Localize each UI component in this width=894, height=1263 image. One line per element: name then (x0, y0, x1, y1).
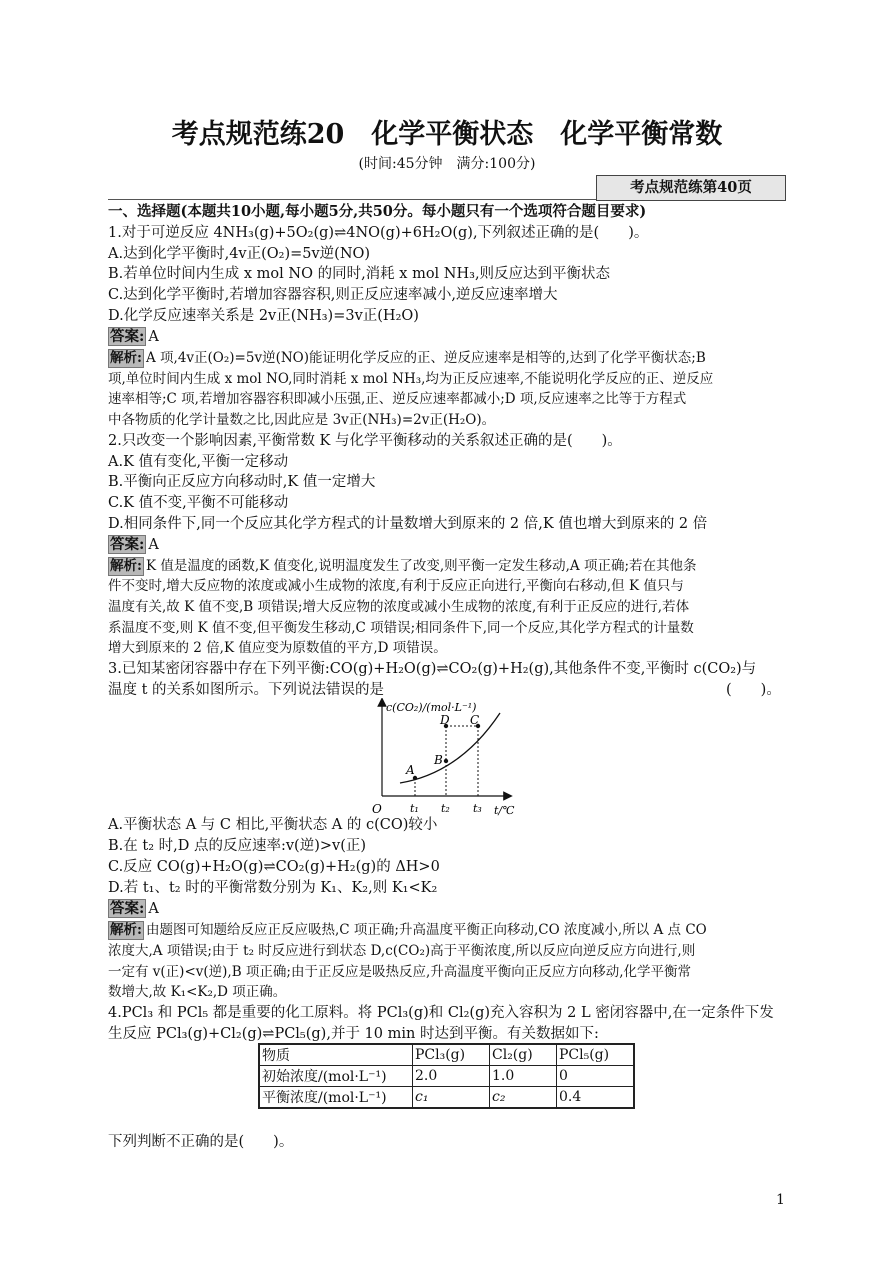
reference-box: 考点规范练第40页 (596, 175, 786, 201)
q3-analysis-line-3: 一定有 v(正)<v(逆),B 项正确;由于正反应是吸热反应,升高温度平衡向正反应方向移动,化学平衡常 (108, 964, 692, 980)
answer-tag: 答案: (110, 328, 145, 345)
analysis-tag: 解析: (110, 350, 142, 366)
question-3-stem-line-1: 3.已知某密闭容器中存在下列平衡:CO(g)+H₂O(g)⇌CO₂(g)+H₂(g),其他条件不变,平衡时 c(CO₂)与 (108, 661, 757, 677)
q3-option-a: A.平衡状态 A 与 C 相比,平衡状态 A 的 c(CO)较小 (108, 817, 438, 833)
equilibrium-curve (400, 713, 500, 783)
point-c-label: C (470, 713, 480, 727)
tick-t2: t₂ (441, 802, 450, 815)
q1-analysis-line-1: 解析: A 项,4v正(O₂)=5v逆(NO)能证明化学反应的正、逆反应速率是相等的,达到了化学平衡状态;B (110, 350, 706, 366)
table-row (259, 1087, 634, 1109)
header-rule (108, 199, 596, 200)
question-4-stem-line-2: 生反应 PCl₃(g)+Cl₂(g)⇌PCl₅(g),并于 10 min 时达到平衡。有关数据如下: (108, 1026, 599, 1042)
q3-option-c: C.反应 CO(g)+H₂O(g)⇌CO₂(g)+H₂(g)的 ΔH>0 (108, 859, 440, 875)
q3-answer: 答案: A (110, 900, 159, 917)
question-4-stem-line-1: 4.PCl₃ 和 PCl₅ 都是重要的化工原料。将 PCl₃(g)和 Cl₂(g)充入容积为 2 L 密闭容器中,在一定条件下发 (108, 1005, 774, 1021)
section-heading: 一、选择题(本题共10小题,每小题5分,共50分。每小题只有一个选项符合题目要求) (108, 203, 647, 220)
q1-option-c: C.达到化学平衡时,若增加容器容积,则正反应速率减小,逆反应速率增大 (108, 287, 558, 303)
q2-analysis-line-3: 温度有关,故 K 值不变,B 项错误;增大反应物的浓度或减小生成物的浓度,有利于正反应的进行,若体 (108, 599, 690, 615)
tick-t1: t₁ (410, 802, 419, 815)
table-header-cell: Cl₂(g) (490, 1044, 557, 1066)
page-number: 1 (776, 1192, 785, 1208)
table-header-cell: PCl₃(g) (413, 1044, 490, 1066)
q2-analysis-line-2: 件不变时,增大反应物的浓度或减小生成物的浓度,有利于反应正向进行,平衡向右移动,但 K 值只与 (108, 578, 684, 594)
q2-answer: 答案: A (110, 536, 159, 553)
analysis-tag: 解析: (110, 922, 142, 938)
page-subtitle: (时间:45分钟 满分:100分) (358, 156, 536, 172)
concentration-temperature-graph (360, 698, 520, 820)
q1-analysis-line-4: 中各物质的化学计量数之比,因此应是 3v正(NH₃)=2v正(H₂O)。 (108, 412, 496, 428)
data-table (258, 1043, 635, 1109)
table-cell: 平衡浓度/(mol·L⁻¹) (259, 1087, 413, 1109)
question-3-bracket: ( )。 (726, 682, 781, 698)
point-b-label: B (434, 753, 443, 767)
table-cell: 0.4 (557, 1087, 635, 1109)
question-3-stem-line-2: 温度 t 的关系如图所示。下列说法错误的是 (108, 682, 385, 698)
q2-option-c: C.K 值不变,平衡不可能移动 (108, 495, 289, 511)
analysis-tag: 解析: (110, 558, 142, 574)
q2-analysis-line-1: 解析: K 值是温度的函数,K 值变化,说明温度发生了改变,则平衡一定发生移动,A 项正确;若在其他条 (110, 558, 697, 574)
q1-analysis-line-3: 速率相等;C 项,若增加容器容积即减小压强,正、逆反应速率都减小;D 项,反应速率之比等于方程式 (108, 391, 687, 407)
q1-option-d: D.化学反应速率关系是 2v正(NH₃)=3v正(H₂O) (108, 308, 419, 324)
table-cell: 1.0 (490, 1066, 557, 1087)
point-a-label: A (406, 763, 415, 777)
q2-analysis-line-4: 系温度不变,则 K 值不变,但平衡发生移动,C 项错误;相同条件下,同一个反应,其化学方程式的计量数 (108, 620, 694, 636)
origin-label: O (372, 802, 382, 816)
q2-option-b: B.平衡向正反应方向移动时,K 值一定增大 (108, 474, 376, 490)
table-header-row (259, 1044, 634, 1066)
table-cell: 2.0 (413, 1066, 490, 1087)
q3-analysis-line-4: 数增大,故 K₁<K₂,D 项正确。 (108, 984, 287, 1000)
q3-option-d: D.若 t₁、t₂ 时的平衡常数分别为 K₁、K₂,则 K₁<K₂ (108, 880, 438, 896)
q1-answer: 答案: A (110, 328, 159, 345)
point-b (444, 759, 448, 763)
question-2-stem: 2.只改变一个影响因素,平衡常数 K 与化学平衡移动的关系叙述正确的是( )。 (108, 433, 622, 449)
q2-option-a: A.K 值有变化,平衡一定移动 (108, 454, 289, 470)
q1-option-a: A.达到化学平衡时,4v正(O₂)=5v逆(NO) (108, 246, 371, 262)
q3-analysis-line-2: 浓度大,A 项错误;由于 t₂ 时反应进行到状态 D,c(CO₂)高于平衡浓度,所以反应向逆反应方向进行,则 (108, 943, 696, 959)
q2-option-d: D.相同条件下,同一个反应其化学方程式的计量数增大到原来的 2 倍,K 值也增大到原来的 2 倍 (108, 516, 708, 532)
table-cell: 0 (557, 1066, 635, 1087)
page-title: 考点规范练20 化学平衡状态 化学平衡常数 (171, 119, 723, 150)
point-d-label: D (440, 713, 450, 727)
y-axis-label: c(CO₂)/(mol·L⁻¹) (386, 701, 477, 714)
table-cell: c₂ (490, 1087, 557, 1109)
answer-tag: 答案: (110, 900, 145, 917)
question-4-tail: 下列判断不正确的是( )。 (108, 1134, 294, 1150)
tick-t3: t₃ (473, 802, 482, 815)
table-header-cell: 物质 (259, 1044, 413, 1066)
answer-tag: 答案: (110, 536, 145, 553)
q3-option-b: B.在 t₂ 时,D 点的反应速率:v(逆)>v(正) (108, 838, 367, 854)
question-1-stem: 1.对于可逆反应 4NH₃(g)+5O₂(g)⇌4NO(g)+6H₂O(g),下列叙述正确的是( )。 (108, 225, 649, 241)
q1-option-b: B.若单位时间内生成 x mol NO 的同时,消耗 x mol NH₃,则反应达到平衡状态 (108, 266, 611, 282)
q1-analysis-line-2: 项,单位时间内生成 x mol NO,同时消耗 x mol NH₃,均为正反应速率,不能说明化学反应的正、逆反应 (108, 371, 714, 387)
q3-analysis-line-1: 解析: 由题图可知题给反应正反应吸热,C 项正确;升高温度平衡正向移动,CO 浓度减小,所以 A 点 CO (110, 922, 707, 938)
table-cell: 初始浓度/(mol·L⁻¹) (259, 1066, 413, 1087)
table-cell: c₁ (413, 1087, 490, 1109)
q2-analysis-line-5: 增大到原来的 2 倍,K 值应变为原数值的平方,D 项错误。 (108, 640, 447, 656)
table-row (259, 1066, 634, 1087)
table-header-cell: PCl₅(g) (557, 1044, 635, 1066)
x-axis-label: t/℃ (494, 804, 515, 817)
